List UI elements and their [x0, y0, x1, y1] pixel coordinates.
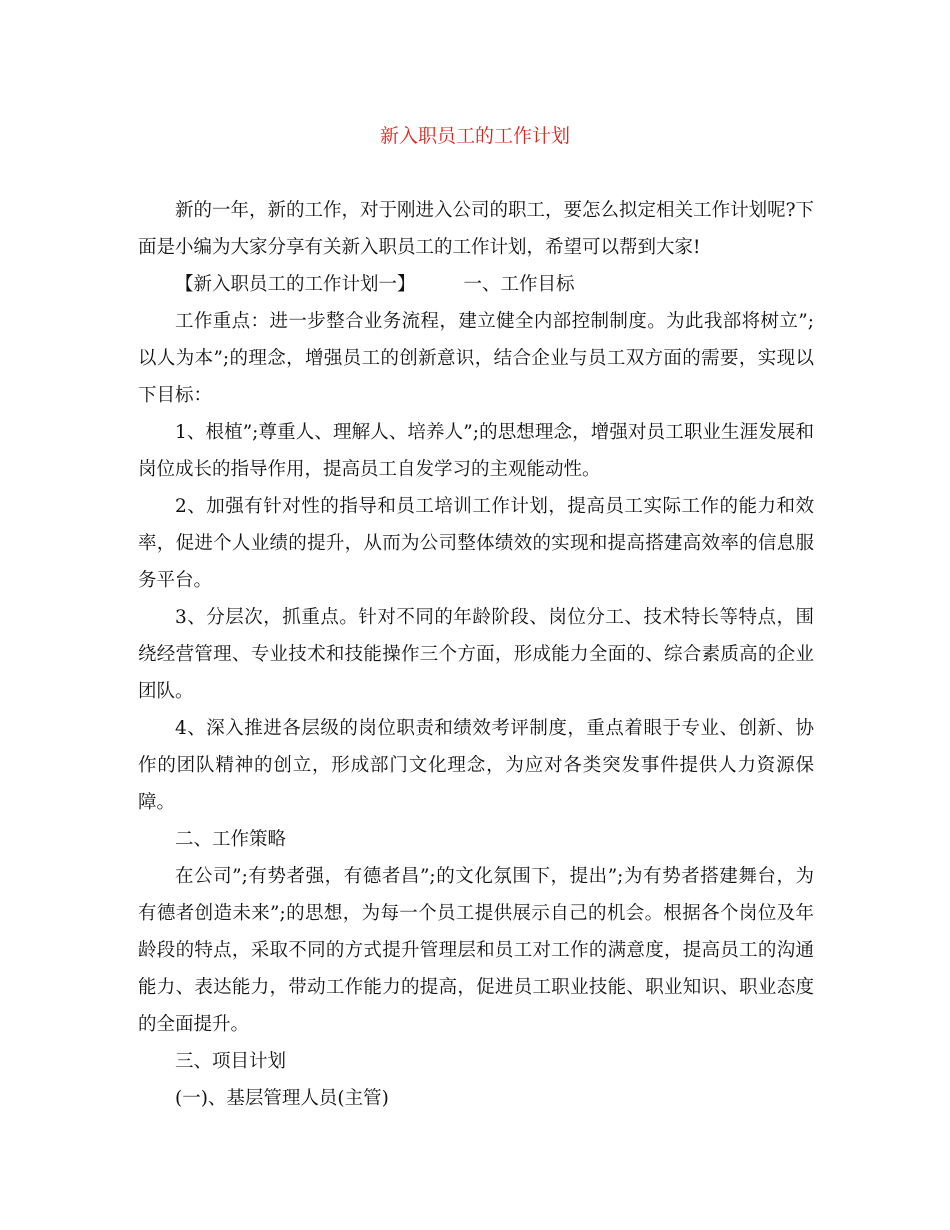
document-title: 新入职员工的工作计划	[379, 125, 570, 147]
goal-item-2: 2、加强有针对性的指导和员工培训工作计划，提高员工实际工作的能力和效率，促进个人业绩的提升，从而为公司整体绩效的实现和提高搭建高效率的信息服务平台。	[138, 496, 814, 591]
plan-heading-line	[138, 266, 814, 303]
strategy-paragraph: 在公司”;有势者强，有德者昌”;的文化氛围下，提出”;为有势者搭建舞台，为有德者创造未来”;的思想，为每一个员工提供展示自己的机会。根据各个岗位及年龄段的特点，采取不同的方式提升管理层和员工对工作的满意度，提高员工的沟通能力、表达能力，带动工作能力的提高，促进员工职业技能、职业知识、职业态度的全面提升。	[138, 866, 814, 1035]
subsection1-heading: (一)、基层管理人员(主管)	[175, 1088, 389, 1109]
plan-heading: 【新入职员工的工作计划一】	[175, 274, 416, 295]
document-body	[138, 192, 814, 1117]
focus-paragraph: 工作重点：进一步整合业务流程，建立健全内部控制制度。为此我部将树立”;以人为本”;的理念，增强员工的创新意识，结合企业与员工双方面的需要，实现以下目标：	[138, 311, 814, 406]
section2-heading: 二、工作策略	[175, 829, 287, 850]
goal-item-3: 3、分层次，抓重点。针对不同的年龄阶段、岗位分工、技术特长等特点，围绕经营管理、专业技术和技能操作三个方面，形成能力全面的、综合素质高的企业团队。	[138, 607, 814, 702]
section3-heading: 三、项目计划	[175, 1051, 287, 1072]
section1-heading: 一、工作目标	[463, 274, 575, 295]
goal-item-4: 4、深入推进各层级的岗位职责和绩效考评制度，重点着眼于专业、创新、协作的团队精神的创立，形成部门文化理念，为应对各类突发事件提供人力资源保障。	[138, 718, 814, 813]
goal-item-1: 1、根植”;尊重人、理解人、培养人”;的思想理念，增强对员工职业生涯发展和岗位成长的指导作用，提高员工自发学习的主观能动性。	[138, 422, 814, 480]
intro-paragraph: 新的一年，新的工作，对于刚进入公司的职工，要怎么拟定相关工作计划呢?下面是小编为大家分享有关新入职员工的工作计划，希望可以帮到大家!	[138, 200, 814, 258]
